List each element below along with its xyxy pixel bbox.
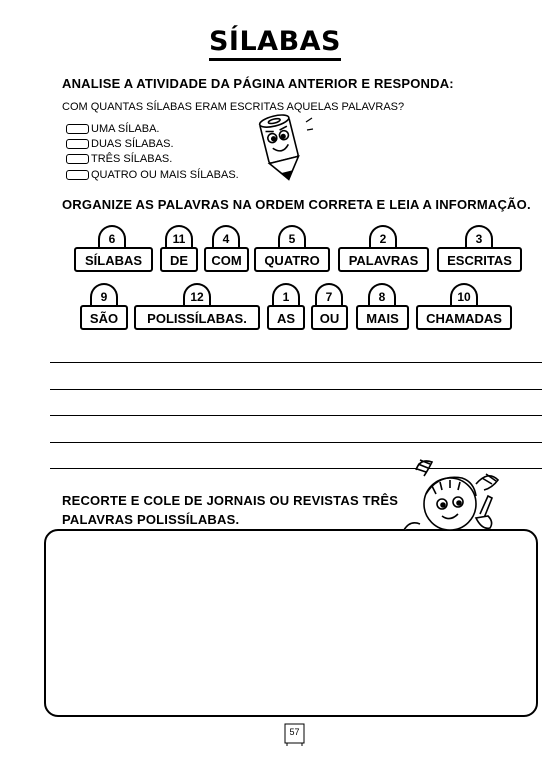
section-heading-analise: ANALISE A ATIVIDADE DA PÁGINA ANTERIOR E RESPONDA: — [62, 76, 454, 91]
checkbox[interactable] — [66, 154, 89, 164]
girl-mascot-icon — [398, 456, 510, 548]
word-tile[interactable] — [160, 225, 198, 279]
tile-number: 5 — [278, 225, 306, 247]
tile-number: 12 — [183, 283, 211, 305]
tile-word: ESCRITAS — [437, 247, 522, 272]
tile-word: DE — [160, 247, 198, 272]
checkbox[interactable] — [66, 124, 89, 134]
checkbox[interactable] — [66, 170, 89, 180]
writing-line[interactable] — [50, 442, 542, 443]
tile-number: 8 — [368, 283, 396, 305]
word-tile[interactable] — [437, 225, 522, 279]
option-quatro-ou-mais[interactable]: QUATRO OU MAIS SÍLABAS. — [66, 169, 239, 181]
word-tile[interactable] — [356, 283, 409, 337]
section-heading-recorte-line1: RECORTE E COLE DE JORNAIS OU REVISTAS TRÊS — [62, 493, 399, 508]
tile-word: QUATRO — [254, 247, 330, 272]
writing-line[interactable] — [50, 362, 542, 363]
page-number: 57 — [289, 727, 300, 737]
option-duas-silabas[interactable]: DUAS SÍLABAS. — [66, 138, 174, 150]
writing-line[interactable] — [50, 389, 542, 390]
option-tres-silabas[interactable]: TRÊS SÍLABAS. — [66, 153, 172, 165]
tile-number: 11 — [165, 225, 193, 247]
paste-area[interactable] — [44, 529, 538, 717]
tile-word: MAIS — [356, 305, 409, 330]
word-tile[interactable] — [204, 225, 249, 279]
question-text: COM QUANTAS SÍLABAS ERAM ESCRITAS AQUELAS PALAVRAS? — [62, 101, 405, 113]
tile-word: CHAMADAS — [416, 305, 512, 330]
page-title: SÍLABAS — [0, 26, 550, 57]
tile-number: 1 — [272, 283, 300, 305]
word-tile[interactable] — [416, 283, 512, 337]
tile-word: OU — [311, 305, 348, 330]
tile-number: 10 — [450, 283, 478, 305]
word-tile[interactable] — [311, 283, 348, 337]
tile-word: SÃO — [80, 305, 128, 330]
tile-word: PALAVRAS — [338, 247, 429, 272]
word-tile[interactable] — [267, 283, 305, 337]
word-tile[interactable] — [338, 225, 429, 279]
tile-number: 3 — [465, 225, 493, 247]
tile-number: 4 — [212, 225, 240, 247]
writing-line[interactable] — [50, 415, 542, 416]
tile-word: POLISSÍLABAS. — [134, 305, 260, 330]
word-tile[interactable] — [254, 225, 330, 279]
word-tile[interactable] — [134, 283, 260, 337]
word-tile[interactable] — [74, 225, 153, 279]
tile-number: 7 — [315, 283, 343, 305]
page-number-box — [282, 721, 307, 747]
checkbox[interactable] — [66, 139, 89, 149]
section-heading-organize: ORGANIZE AS PALAVRAS NA ORDEM CORRETA E LEIA A INFORMAÇÃO. — [62, 197, 531, 212]
tile-number: 6 — [98, 225, 126, 247]
pencil-mascot-icon — [252, 108, 314, 188]
tile-word: AS — [267, 305, 305, 330]
section-heading-recorte-line2: PALAVRAS POLISSÍLABAS. — [62, 512, 240, 527]
tile-number: 2 — [369, 225, 397, 247]
word-tile[interactable] — [80, 283, 128, 337]
tile-number: 9 — [90, 283, 118, 305]
tile-word: COM — [204, 247, 249, 272]
tile-word: SÍLABAS — [74, 247, 153, 272]
option-uma-silaba[interactable]: UMA SÍLABA. — [66, 123, 159, 135]
